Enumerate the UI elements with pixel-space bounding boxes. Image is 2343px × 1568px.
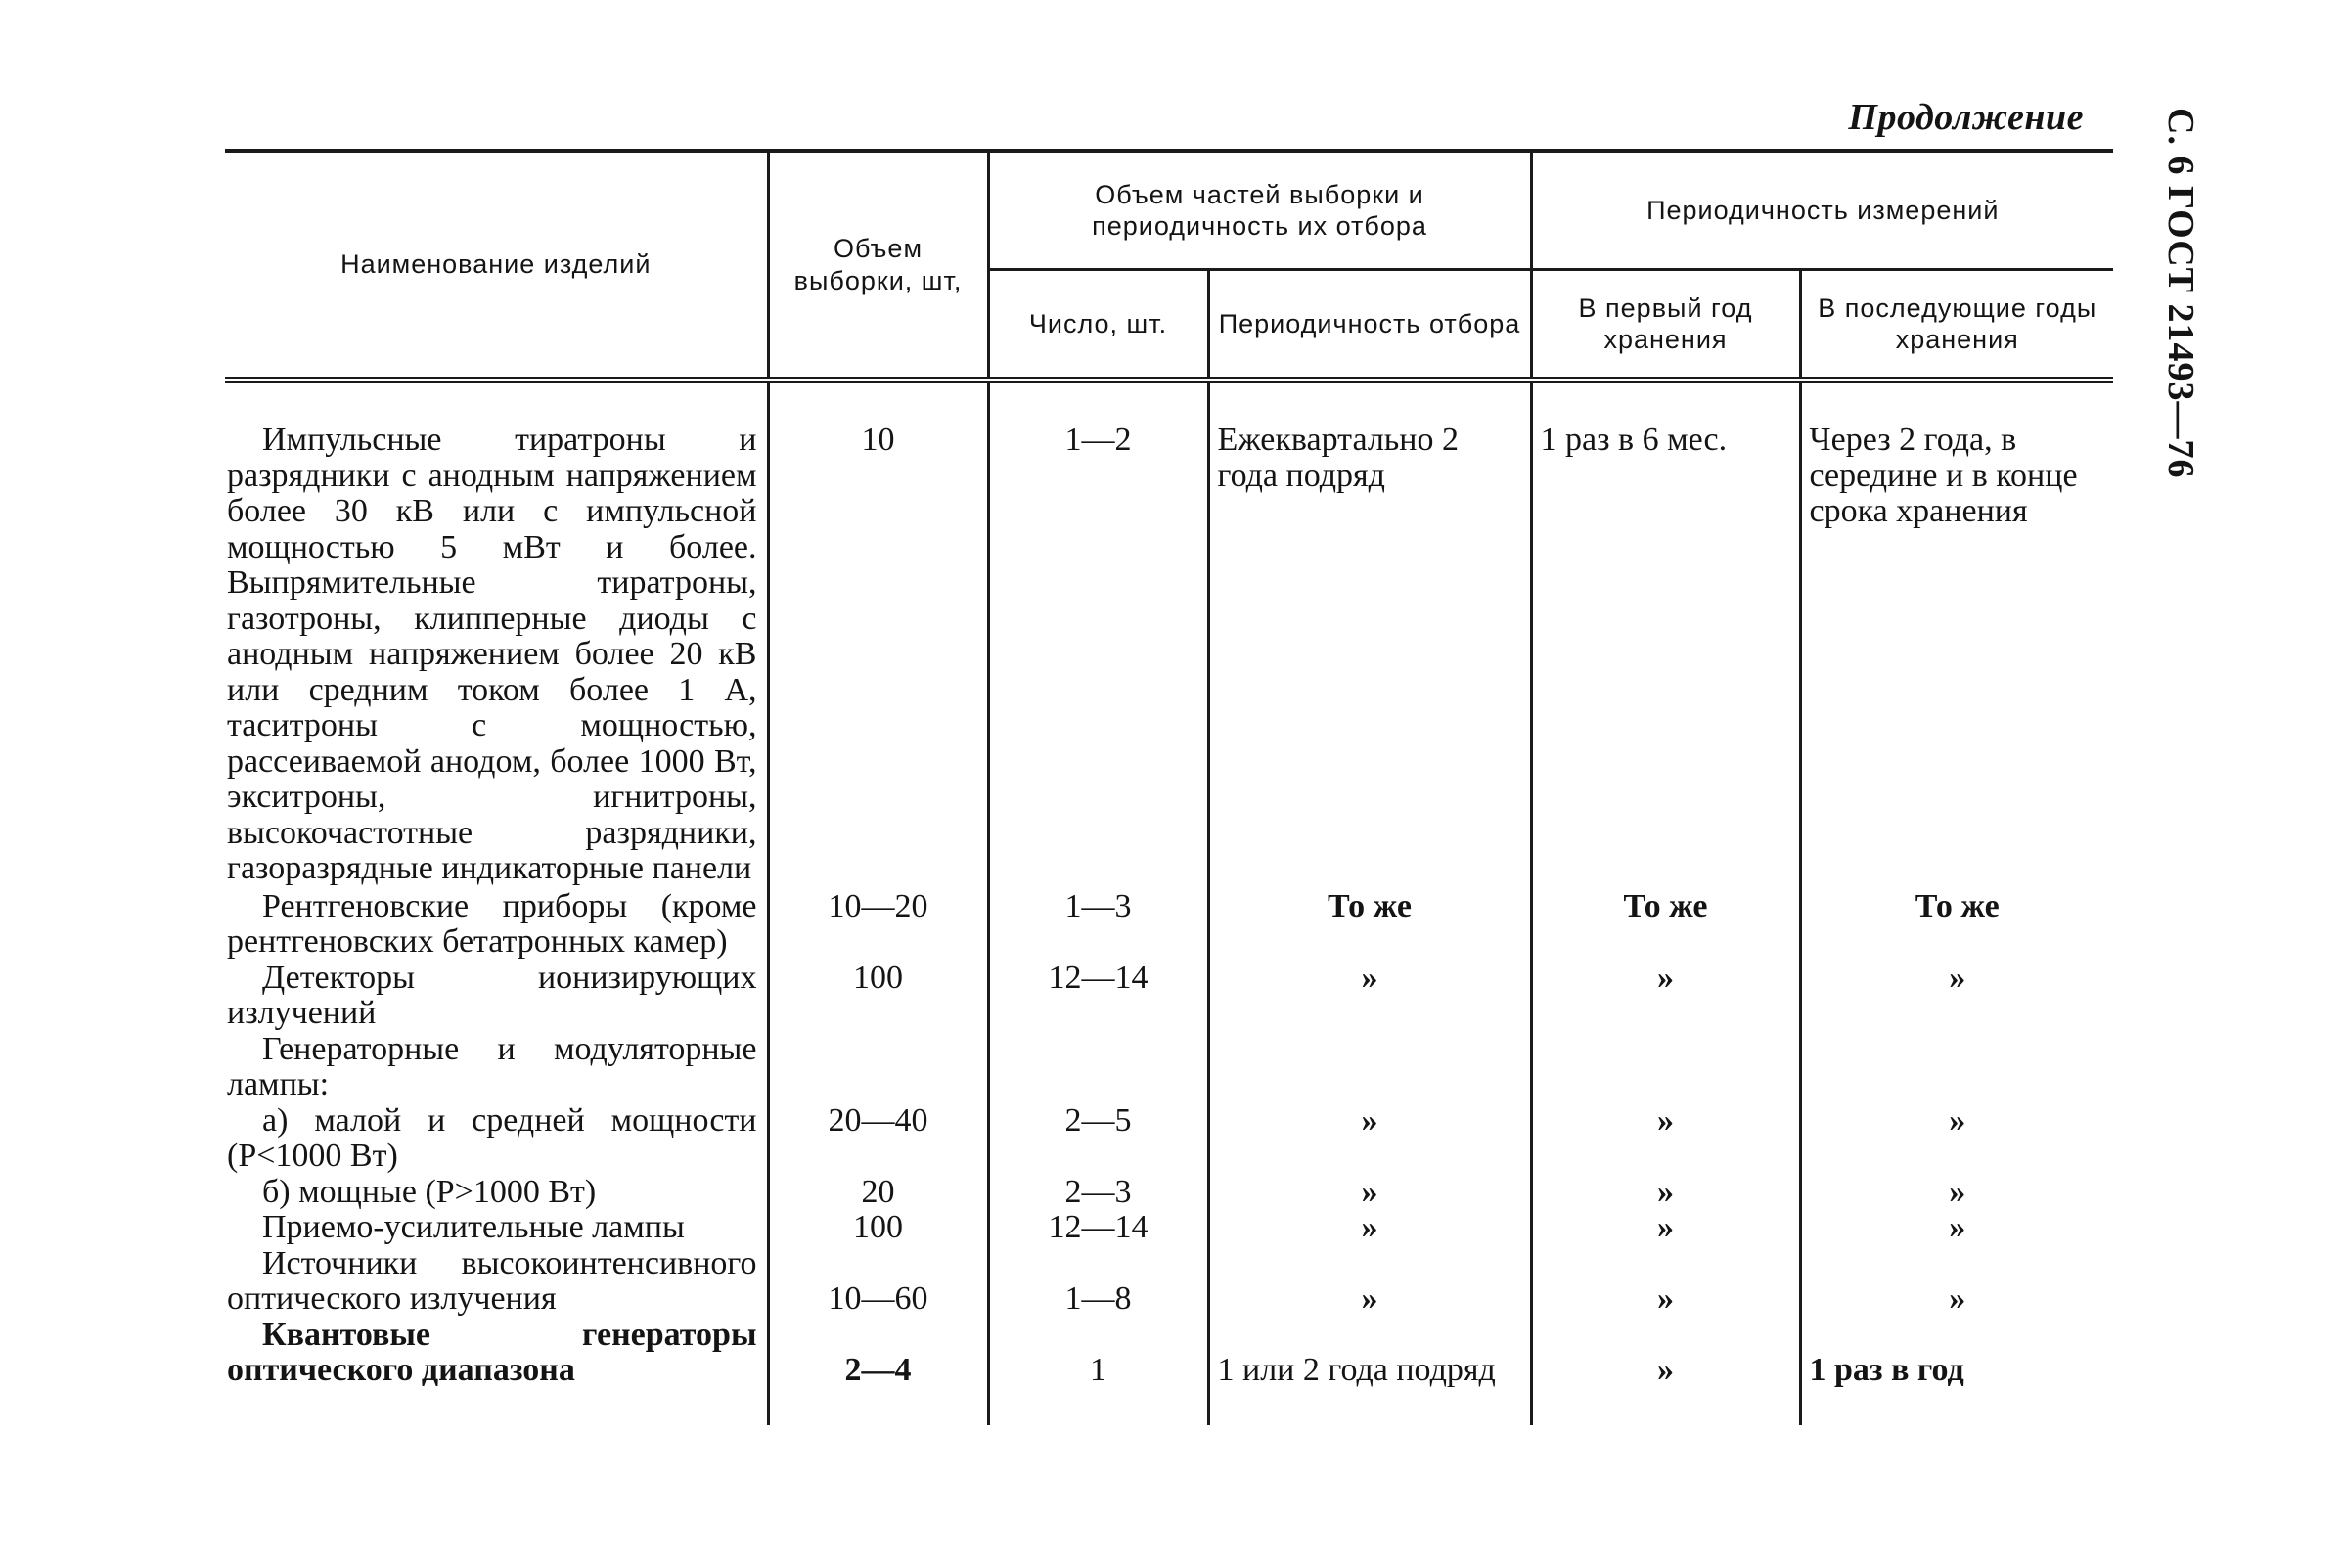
first-year-cell: »	[1531, 1032, 1800, 1175]
sample-size-cell: 20	[768, 1175, 988, 1211]
header-later-years: В последующие годы хранения	[1800, 270, 2113, 381]
sample-size-cell: 10—20	[768, 889, 988, 961]
selection-period-cell: »	[1208, 1032, 1531, 1175]
selection-period-cell: »	[1208, 1210, 1531, 1246]
header-sample-size: Объем выборки, шт,	[768, 151, 988, 381]
selection-period-cell: »	[1208, 961, 1531, 1032]
selection-period-cell: »	[1208, 1175, 1531, 1211]
later-years-cell: То же	[1800, 889, 2113, 961]
count-cell: 1—2	[988, 381, 1208, 889]
first-year-cell: 1 раз в 6 мес.	[1531, 381, 1800, 889]
sample-size-cell: 2—4	[768, 1318, 988, 1425]
count-cell: 12—14	[988, 961, 1208, 1032]
count-cell: 1	[988, 1318, 1208, 1425]
table-row	[225, 1032, 2113, 1175]
side-running-header	[2133, 108, 2221, 518]
header-first-year: В первый год хранения	[1531, 270, 1800, 381]
product-name-cell: Приемо-усилительные лампы	[262, 1209, 685, 1245]
first-year-cell: То же	[1531, 889, 1800, 961]
count-cell: 2—3	[988, 1175, 1208, 1211]
header-measurement-group: Периодичность измерений	[1531, 151, 2113, 270]
count-cell: 12—14	[988, 1210, 1208, 1246]
later-years-cell: Через 2 года, в середине и в конце срока хранения	[1800, 381, 2113, 889]
table-row	[225, 381, 2113, 889]
table-header	[225, 151, 2113, 381]
selection-period-cell: То же	[1208, 889, 1531, 961]
later-years-cell: »	[1800, 1032, 2113, 1175]
later-years-cell: »	[1800, 961, 2113, 1032]
product-name-cell: Генераторные и модуляторные лампы: а) малой и средней мощности (P<1000 Вт)	[227, 1030, 757, 1174]
first-year-cell: »	[1531, 1246, 1800, 1318]
storage-measurement-table	[225, 149, 2113, 1425]
product-name-cell: Квантовые генераторы оптического диапазона	[227, 1316, 757, 1388]
count-cell: 1—8	[988, 1246, 1208, 1318]
header-parts-group: Объем частей выборки и периодичность их отбора	[988, 151, 1531, 270]
standard-page-reference: С. 6 ГОСТ 21493—76	[2160, 108, 2201, 479]
later-years-cell: »	[1800, 1210, 2113, 1246]
later-years-cell: »	[1800, 1246, 2113, 1318]
later-years-cell: »	[1800, 1175, 2113, 1211]
main-table-container	[225, 149, 2113, 1479]
sample-size-cell: 10—60	[768, 1246, 988, 1318]
product-name-cell: Детекторы ионизирующих излучений	[227, 959, 757, 1031]
product-name-cell: Рентгеновские приборы (кроме рентгеновских бетатронных камер)	[227, 887, 757, 960]
header-count: Число, шт.	[988, 270, 1208, 381]
table-body	[225, 381, 2113, 1425]
selection-period-cell: Ежеквартально 2 года подряд	[1208, 381, 1531, 889]
selection-period-cell: »	[1208, 1246, 1531, 1318]
selection-period-cell: 1 или 2 года подряд	[1208, 1318, 1531, 1425]
sample-size-cell: 100	[768, 1210, 988, 1246]
first-year-cell: »	[1531, 1318, 1800, 1425]
sample-size-cell: 10	[768, 381, 988, 889]
table-row	[225, 1210, 2113, 1246]
table-row	[225, 889, 2113, 961]
table-row	[225, 961, 2113, 1032]
product-name-cell: Источники высокоинтенсивного оптического излучения	[227, 1244, 757, 1317]
sample-size-cell: 100	[768, 961, 988, 1032]
table-row	[225, 1246, 2113, 1318]
sample-size-cell: 20—40	[768, 1032, 988, 1175]
later-years-cell: 1 раз в год	[1800, 1318, 2113, 1425]
product-name-cell: Импульсные тиратроны и разрядники с анодным напряжением более 30 кВ или с импульсной мощностью 5 мВт и более. Выпрямительные тиратроны, газотроны, клипперные диоды с анодным напряжением более 20 кВ или средним током более 1 А, таситроны с мощностью, рассеиваемой анодом, более 1000 Вт, экситроны, игнитроны, высокочастотные разрядники, газоразрядные индикаторные панели	[227, 422, 757, 886]
count-cell: 1—3	[988, 889, 1208, 961]
count-cell: 2—5	[988, 1032, 1208, 1175]
product-name-cell: б) мощные (P>1000 Вт)	[262, 1173, 597, 1210]
header-selection-period: Периодичность отбора	[1208, 270, 1531, 381]
continuation-label: Продолжение	[1848, 97, 2084, 138]
table-row	[225, 1175, 2113, 1211]
header-product-name: Наименование изделий	[340, 249, 652, 280]
table-row	[225, 1318, 2113, 1425]
first-year-cell: »	[1531, 1175, 1800, 1211]
first-year-cell: »	[1531, 961, 1800, 1032]
first-year-cell: »	[1531, 1210, 1800, 1246]
